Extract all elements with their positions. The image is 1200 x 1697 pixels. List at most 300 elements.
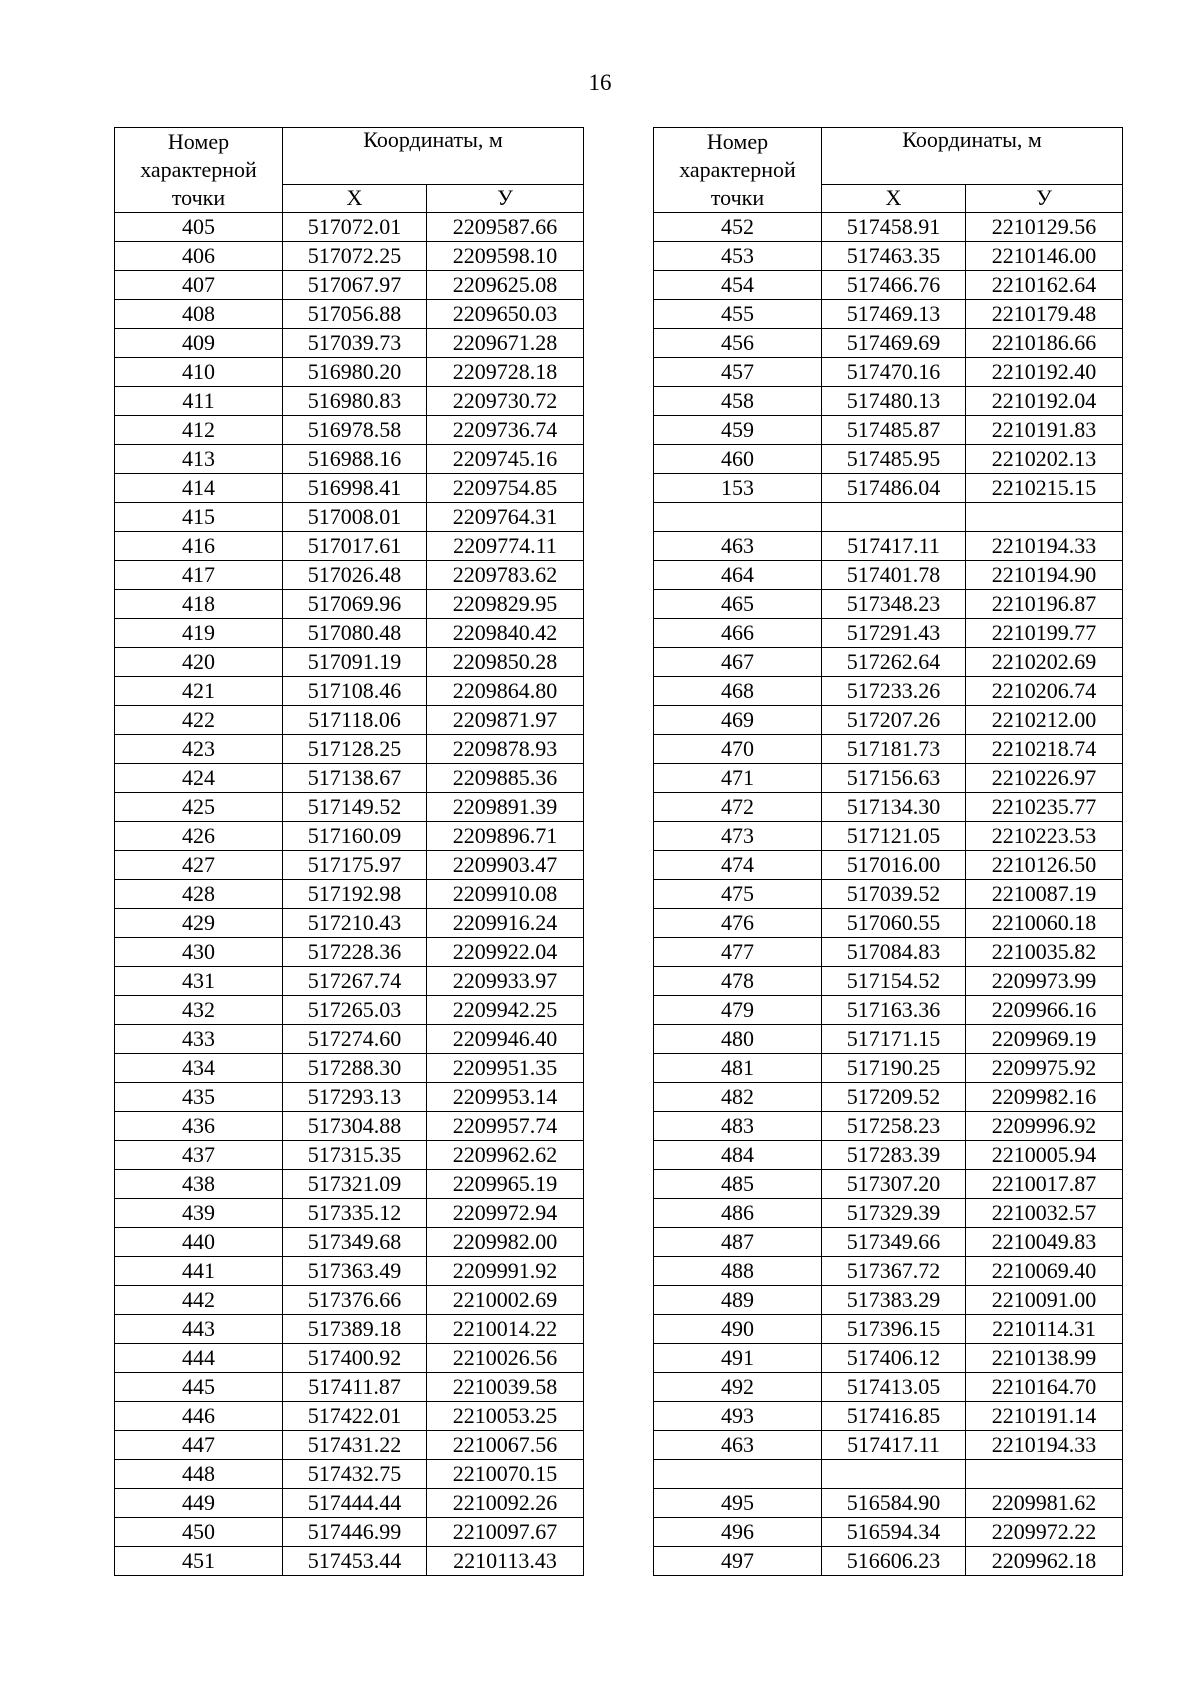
table-row xyxy=(654,1344,1123,1373)
x-coordinate-cell: 517411.87 xyxy=(283,1373,427,1402)
y-coordinate-cell: 2209933.97 xyxy=(427,967,584,996)
x-coordinate-cell: 517039.52 xyxy=(822,880,966,909)
table-row xyxy=(654,300,1123,329)
x-coordinate-cell: 517413.05 xyxy=(822,1373,966,1402)
y-coordinate-cell: 2209972.94 xyxy=(427,1199,584,1228)
table-row xyxy=(654,706,1123,735)
point-number-cell: 410 xyxy=(115,358,283,387)
table-row xyxy=(115,1112,584,1141)
y-coordinate-cell: 2209916.24 xyxy=(427,909,584,938)
point-number-cell: 419 xyxy=(115,619,283,648)
x-coordinate-cell: 517017.61 xyxy=(283,532,427,561)
point-number-cell: 417 xyxy=(115,561,283,590)
table-row xyxy=(115,677,584,706)
point-number-cell: 453 xyxy=(654,242,822,271)
y-coordinate-cell: 2210191.14 xyxy=(966,1402,1123,1431)
x-coordinate-cell: 517329.39 xyxy=(822,1199,966,1228)
y-coordinate-cell: 2209598.10 xyxy=(427,242,584,271)
table-row xyxy=(115,1373,584,1402)
x-coordinate-cell: 517154.52 xyxy=(822,967,966,996)
x-coordinate-cell: 517067.97 xyxy=(283,271,427,300)
y-coordinate-cell: 2210215.15 xyxy=(966,474,1123,503)
x-coordinate-cell: 517283.39 xyxy=(822,1141,966,1170)
table-row xyxy=(115,387,584,416)
point-number-cell: 428 xyxy=(115,880,283,909)
table-row xyxy=(115,1518,584,1547)
y-coordinate-cell: 2210026.56 xyxy=(427,1344,584,1373)
table-row xyxy=(654,590,1123,619)
x-coordinate-cell: 517039.73 xyxy=(283,329,427,358)
x-coordinate-cell: 517458.91 xyxy=(822,213,966,242)
y-coordinate-cell: 2210194.33 xyxy=(966,532,1123,561)
y-coordinate-cell: 2209864.80 xyxy=(427,677,584,706)
y-coordinate-cell: 2210032.57 xyxy=(966,1199,1123,1228)
point-number-cell: 487 xyxy=(654,1228,822,1257)
point-number-cell: 445 xyxy=(115,1373,283,1402)
table-row xyxy=(654,1054,1123,1083)
y-coordinate-cell: 2209625.08 xyxy=(427,271,584,300)
point-number-cell: 442 xyxy=(115,1286,283,1315)
x-coordinate-cell: 517262.64 xyxy=(822,648,966,677)
point-number-cell: 407 xyxy=(115,271,283,300)
x-coordinate-cell: 517080.48 xyxy=(283,619,427,648)
table-row xyxy=(654,735,1123,764)
x-coordinate-cell: 517192.98 xyxy=(283,880,427,909)
table-row xyxy=(115,1489,584,1518)
x-coordinate-cell: 517453.44 xyxy=(283,1547,427,1576)
x-coordinate-cell xyxy=(822,1460,966,1489)
x-coordinate-cell: 517072.01 xyxy=(283,213,427,242)
y-coordinate-cell: 2210002.69 xyxy=(427,1286,584,1315)
y-coordinate-cell: 2210164.70 xyxy=(966,1373,1123,1402)
y-coordinate-cell: 2209671.28 xyxy=(427,329,584,358)
y-coordinate-cell: 2209966.16 xyxy=(966,996,1123,1025)
y-coordinate-cell: 2209991.92 xyxy=(427,1257,584,1286)
y-coordinate-cell: 2209728.18 xyxy=(427,358,584,387)
x-coordinate-cell: 517401.78 xyxy=(822,561,966,590)
y-coordinate-cell: 2210192.40 xyxy=(966,358,1123,387)
y-coordinate-cell: 2209764.31 xyxy=(427,503,584,532)
x-coordinate-cell: 517060.55 xyxy=(822,909,966,938)
y-coordinate-cell: 2209754.85 xyxy=(427,474,584,503)
x-coordinate-cell: 517422.01 xyxy=(283,1402,427,1431)
point-number-cell: 414 xyxy=(115,474,283,503)
table-row xyxy=(654,532,1123,561)
x-coordinate-cell: 517463.35 xyxy=(822,242,966,271)
point-number-cell: 426 xyxy=(115,822,283,851)
x-coordinate-cell: 517190.25 xyxy=(822,1054,966,1083)
y-coordinate-cell: 2209962.18 xyxy=(966,1547,1123,1576)
point-number-cell: 435 xyxy=(115,1083,283,1112)
point-number-cell: 430 xyxy=(115,938,283,967)
point-number-cell: 496 xyxy=(654,1518,822,1547)
point-number-cell: 482 xyxy=(654,1083,822,1112)
x-coordinate-cell: 517400.92 xyxy=(283,1344,427,1373)
y-coordinate-cell: 2210129.56 xyxy=(966,213,1123,242)
y-coordinate-cell: 2209730.72 xyxy=(427,387,584,416)
point-number-cell: 439 xyxy=(115,1199,283,1228)
x-coordinate-cell: 517431.22 xyxy=(283,1431,427,1460)
coordinates-header: Координаты, м xyxy=(283,128,584,185)
y-coordinate-cell: 2209982.00 xyxy=(427,1228,584,1257)
x-coordinate-cell: 517091.19 xyxy=(283,648,427,677)
table-row xyxy=(115,329,584,358)
x-coordinate-cell: 516980.83 xyxy=(283,387,427,416)
y-coordinate-cell: 2209736.74 xyxy=(427,416,584,445)
table-row xyxy=(115,938,584,967)
x-coordinate-cell: 517446.99 xyxy=(283,1518,427,1547)
x-coordinate-cell: 517315.35 xyxy=(283,1141,427,1170)
point-number-cell: 470 xyxy=(654,735,822,764)
y-coordinate-cell: 2210087.19 xyxy=(966,880,1123,909)
point-number-cell: 476 xyxy=(654,909,822,938)
table-row xyxy=(115,445,584,474)
point-number-cell: 458 xyxy=(654,387,822,416)
point-number-cell: 441 xyxy=(115,1257,283,1286)
point-number-cell: 429 xyxy=(115,909,283,938)
table-row xyxy=(115,271,584,300)
y-coordinate-cell: 2210138.99 xyxy=(966,1344,1123,1373)
table-row xyxy=(115,1431,584,1460)
page-number: 16 xyxy=(588,70,612,95)
point-number-cell: 492 xyxy=(654,1373,822,1402)
x-coordinate-cell: 516584.90 xyxy=(822,1489,966,1518)
x-coordinate-cell: 517069.96 xyxy=(283,590,427,619)
x-coordinate-cell: 517274.60 xyxy=(283,1025,427,1054)
table-row xyxy=(654,1518,1123,1547)
table-row xyxy=(115,300,584,329)
point-number-cell: 415 xyxy=(115,503,283,532)
table-row xyxy=(654,822,1123,851)
point-number-cell: 437 xyxy=(115,1141,283,1170)
y-coordinate-cell: 2209969.19 xyxy=(966,1025,1123,1054)
table-row xyxy=(654,1460,1123,1489)
point-number-header: Номер характерной точки xyxy=(115,128,283,213)
point-number-cell: 497 xyxy=(654,1547,822,1576)
y-coordinate-cell: 2210194.90 xyxy=(966,561,1123,590)
x-coordinate-cell: 517417.11 xyxy=(822,1431,966,1460)
point-number-cell: 153 xyxy=(654,474,822,503)
point-number-cell: 440 xyxy=(115,1228,283,1257)
point-number-cell xyxy=(654,503,822,532)
point-number-cell: 432 xyxy=(115,996,283,1025)
x-coordinate-cell: 517304.88 xyxy=(283,1112,427,1141)
y-coordinate-cell xyxy=(966,1460,1123,1489)
coordinates-table-left xyxy=(114,127,584,1576)
point-number-cell: 443 xyxy=(115,1315,283,1344)
x-coordinate-cell: 517480.13 xyxy=(822,387,966,416)
x-coordinate-cell: 517335.12 xyxy=(283,1199,427,1228)
table-row xyxy=(654,648,1123,677)
y-coordinate-cell: 2210092.26 xyxy=(427,1489,584,1518)
point-number-cell: 457 xyxy=(654,358,822,387)
point-number-cell: 463 xyxy=(654,532,822,561)
y-coordinate-cell: 2209587.66 xyxy=(427,213,584,242)
table-row xyxy=(115,416,584,445)
point-number-cell: 425 xyxy=(115,793,283,822)
y-coordinate-cell: 2210194.33 xyxy=(966,1431,1123,1460)
table-row xyxy=(115,1315,584,1344)
point-number-cell: 456 xyxy=(654,329,822,358)
y-coordinate-cell: 2209962.62 xyxy=(427,1141,584,1170)
x-coordinate-cell: 517485.95 xyxy=(822,445,966,474)
table-row xyxy=(654,387,1123,416)
y-coordinate-cell: 2210049.83 xyxy=(966,1228,1123,1257)
table-row xyxy=(115,242,584,271)
table-row xyxy=(115,1547,584,1576)
point-number-cell xyxy=(654,1460,822,1489)
point-number-cell: 408 xyxy=(115,300,283,329)
y-coordinate-cell: 2210191.83 xyxy=(966,416,1123,445)
table-row xyxy=(115,967,584,996)
x-coordinate-cell: 516988.16 xyxy=(283,445,427,474)
point-number-cell: 450 xyxy=(115,1518,283,1547)
y-coordinate-cell: 2209996.92 xyxy=(966,1112,1123,1141)
table-row xyxy=(115,764,584,793)
y-coordinate-cell: 2209922.04 xyxy=(427,938,584,967)
point-number-cell: 463 xyxy=(654,1431,822,1460)
point-number-cell: 452 xyxy=(654,213,822,242)
x-coordinate-cell: 517321.09 xyxy=(283,1170,427,1199)
x-coordinate-cell: 517056.88 xyxy=(283,300,427,329)
table-row xyxy=(654,1112,1123,1141)
table-row xyxy=(654,1170,1123,1199)
table-row xyxy=(654,938,1123,967)
table-row xyxy=(654,851,1123,880)
point-number-cell: 465 xyxy=(654,590,822,619)
point-number-cell: 468 xyxy=(654,677,822,706)
table-row xyxy=(115,1025,584,1054)
table-row xyxy=(654,213,1123,242)
point-number-cell: 422 xyxy=(115,706,283,735)
y-coordinate-cell: 2209885.36 xyxy=(427,764,584,793)
point-number-cell: 464 xyxy=(654,561,822,590)
x-coordinate-cell: 517008.01 xyxy=(283,503,427,532)
point-number-cell: 416 xyxy=(115,532,283,561)
point-number-cell: 475 xyxy=(654,880,822,909)
table-row xyxy=(654,474,1123,503)
x-coordinate-cell: 517288.30 xyxy=(283,1054,427,1083)
x-coordinate-cell: 516998.41 xyxy=(283,474,427,503)
table-row xyxy=(654,329,1123,358)
x-coordinate-cell xyxy=(822,503,966,532)
x-coordinate-cell: 517084.83 xyxy=(822,938,966,967)
point-number-cell: 424 xyxy=(115,764,283,793)
point-number-cell: 418 xyxy=(115,590,283,619)
point-number-cell: 446 xyxy=(115,1402,283,1431)
point-number-cell: 486 xyxy=(654,1199,822,1228)
table-row xyxy=(654,1402,1123,1431)
table-row xyxy=(115,503,584,532)
x-coordinate-cell: 516594.34 xyxy=(822,1518,966,1547)
table-row xyxy=(115,532,584,561)
x-coordinate-cell: 517376.66 xyxy=(283,1286,427,1315)
point-number-cell: 434 xyxy=(115,1054,283,1083)
table-row xyxy=(654,1547,1123,1576)
table-row xyxy=(654,1431,1123,1460)
table-row xyxy=(115,1228,584,1257)
point-number-cell: 451 xyxy=(115,1547,283,1576)
x-coordinate-cell: 517160.09 xyxy=(283,822,427,851)
y-coordinate-cell: 2209910.08 xyxy=(427,880,584,909)
y-coordinate-cell: 2210126.50 xyxy=(966,851,1123,880)
x-coordinate-cell: 517444.44 xyxy=(283,1489,427,1518)
y-coordinate-cell: 2210202.13 xyxy=(966,445,1123,474)
point-number-cell: 474 xyxy=(654,851,822,880)
x-coordinate-cell: 517267.74 xyxy=(283,967,427,996)
table-row xyxy=(654,503,1123,532)
table-row xyxy=(115,996,584,1025)
y-coordinate-cell: 2209896.71 xyxy=(427,822,584,851)
point-number-cell: 472 xyxy=(654,793,822,822)
x-coordinate-cell: 517171.15 xyxy=(822,1025,966,1054)
y-coordinate-cell: 2209903.47 xyxy=(427,851,584,880)
y-coordinate-cell: 2210070.15 xyxy=(427,1460,584,1489)
y-coordinate-cell: 2209878.93 xyxy=(427,735,584,764)
point-number-cell: 479 xyxy=(654,996,822,1025)
y-coordinate-cell: 2210114.31 xyxy=(966,1315,1123,1344)
table-row xyxy=(115,213,584,242)
point-number-cell: 460 xyxy=(654,445,822,474)
table-row xyxy=(115,1199,584,1228)
point-number-cell: 455 xyxy=(654,300,822,329)
point-number-cell: 484 xyxy=(654,1141,822,1170)
table-row xyxy=(115,1286,584,1315)
y-coordinate-cell: 2210097.67 xyxy=(427,1518,584,1547)
table-row xyxy=(654,416,1123,445)
point-number-cell: 478 xyxy=(654,967,822,996)
y-coordinate-cell: 2210218.74 xyxy=(966,735,1123,764)
x-coordinate-cell: 517469.69 xyxy=(822,329,966,358)
x-coordinate-cell: 517233.26 xyxy=(822,677,966,706)
y-coordinate-cell: 2209973.99 xyxy=(966,967,1123,996)
x-coordinate-cell: 517486.04 xyxy=(822,474,966,503)
x-coordinate-cell: 517363.49 xyxy=(283,1257,427,1286)
x-coordinate-cell: 517072.25 xyxy=(283,242,427,271)
table-row xyxy=(654,1257,1123,1286)
y-coordinate-cell: 2210226.97 xyxy=(966,764,1123,793)
y-coordinate-cell: 2210235.77 xyxy=(966,793,1123,822)
y-coordinate-cell: 2209982.16 xyxy=(966,1083,1123,1112)
point-number-cell: 490 xyxy=(654,1315,822,1344)
table-row xyxy=(115,1054,584,1083)
x-coordinate-cell: 517307.20 xyxy=(822,1170,966,1199)
point-number-cell: 447 xyxy=(115,1431,283,1460)
y-coordinate-cell: 2210212.00 xyxy=(966,706,1123,735)
x-coordinate-cell: 517026.48 xyxy=(283,561,427,590)
table-row xyxy=(654,1373,1123,1402)
point-number-cell: 433 xyxy=(115,1025,283,1054)
x-coordinate-cell: 516606.23 xyxy=(822,1547,966,1576)
table-row xyxy=(654,1228,1123,1257)
table-row xyxy=(115,1083,584,1112)
x-coordinate-cell: 517228.36 xyxy=(283,938,427,967)
x-coordinate-cell: 517258.23 xyxy=(822,1112,966,1141)
y-coordinate-cell: 2210060.18 xyxy=(966,909,1123,938)
table-row xyxy=(115,1460,584,1489)
y-coordinate-cell: 2210039.58 xyxy=(427,1373,584,1402)
point-number-cell: 467 xyxy=(654,648,822,677)
table-row xyxy=(654,1199,1123,1228)
point-number-cell: 485 xyxy=(654,1170,822,1199)
x-coordinate-cell: 517128.25 xyxy=(283,735,427,764)
x-coordinate-cell: 517149.52 xyxy=(283,793,427,822)
table-row xyxy=(654,1141,1123,1170)
y-coordinate-cell: 2210067.56 xyxy=(427,1431,584,1460)
table-row xyxy=(115,706,584,735)
point-number-cell: 459 xyxy=(654,416,822,445)
table-row xyxy=(654,1489,1123,1518)
x-coordinate-cell: 517389.18 xyxy=(283,1315,427,1344)
y-coordinate-cell: 2209942.25 xyxy=(427,996,584,1025)
x-coordinate-cell: 517396.15 xyxy=(822,1315,966,1344)
table-row xyxy=(115,648,584,677)
y-coordinate-cell: 2209850.28 xyxy=(427,648,584,677)
x-coordinate-cell: 517349.66 xyxy=(822,1228,966,1257)
point-number-cell: 427 xyxy=(115,851,283,880)
coordinates-header: Координаты, м xyxy=(822,128,1123,185)
table-row xyxy=(654,677,1123,706)
table-row xyxy=(115,1141,584,1170)
x-coordinate-cell: 517291.43 xyxy=(822,619,966,648)
x-coordinate-cell: 517163.36 xyxy=(822,996,966,1025)
x-coordinate-cell: 517175.97 xyxy=(283,851,427,880)
point-number-cell: 423 xyxy=(115,735,283,764)
point-number-cell: 477 xyxy=(654,938,822,967)
y-coordinate-cell: 2210053.25 xyxy=(427,1402,584,1431)
x-coordinate-cell: 517207.26 xyxy=(822,706,966,735)
y-coordinate-cell: 2209783.62 xyxy=(427,561,584,590)
x-coordinate-cell: 517416.85 xyxy=(822,1402,966,1431)
y-coordinate-cell: 2210091.00 xyxy=(966,1286,1123,1315)
x-coordinate-cell: 517108.46 xyxy=(283,677,427,706)
y-coordinate-cell: 2210179.48 xyxy=(966,300,1123,329)
table-row xyxy=(654,764,1123,793)
point-number-cell: 488 xyxy=(654,1257,822,1286)
table-row xyxy=(654,967,1123,996)
x-header: X xyxy=(283,184,427,212)
x-coordinate-cell: 516980.20 xyxy=(283,358,427,387)
y-coordinate-cell: 2209774.11 xyxy=(427,532,584,561)
table-row xyxy=(115,1257,584,1286)
point-number-cell: 491 xyxy=(654,1344,822,1373)
point-number-cell: 449 xyxy=(115,1489,283,1518)
y-coordinate-cell: 2210035.82 xyxy=(966,938,1123,967)
point-number-cell: 471 xyxy=(654,764,822,793)
table-row xyxy=(654,561,1123,590)
table-row xyxy=(654,1315,1123,1344)
x-coordinate-cell: 517156.63 xyxy=(822,764,966,793)
y-coordinate-cell: 2210017.87 xyxy=(966,1170,1123,1199)
table-row xyxy=(654,271,1123,300)
x-coordinate-cell: 517121.05 xyxy=(822,822,966,851)
table-row xyxy=(654,996,1123,1025)
x-coordinate-cell: 517367.72 xyxy=(822,1257,966,1286)
table-row xyxy=(115,1170,584,1199)
point-number-cell: 444 xyxy=(115,1344,283,1373)
y-header: У xyxy=(427,184,584,212)
table-row xyxy=(115,735,584,764)
y-coordinate-cell: 2210206.74 xyxy=(966,677,1123,706)
x-coordinate-cell: 517485.87 xyxy=(822,416,966,445)
point-number-cell: 489 xyxy=(654,1286,822,1315)
y-coordinate-cell xyxy=(966,503,1123,532)
x-coordinate-cell: 517138.67 xyxy=(283,764,427,793)
y-coordinate-cell: 2209891.39 xyxy=(427,793,584,822)
point-number-cell: 420 xyxy=(115,648,283,677)
table-row xyxy=(115,851,584,880)
y-coordinate-cell: 2209829.95 xyxy=(427,590,584,619)
